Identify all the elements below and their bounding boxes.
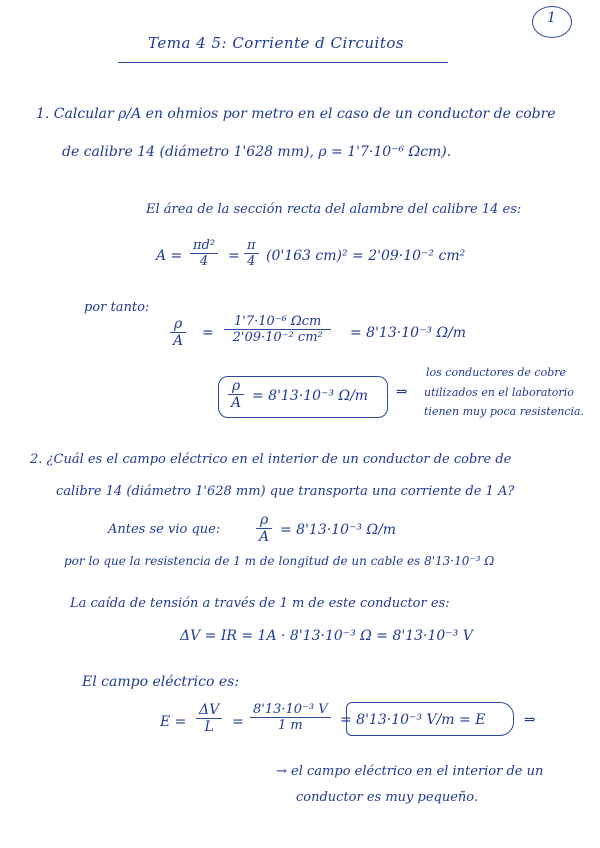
antes-fraction — [256, 512, 272, 545]
area-frac1-den: 4 — [199, 254, 209, 269]
boxed-den: A — [231, 395, 242, 411]
area-fraction-2 — [244, 238, 259, 269]
result-arrow: ⇒ — [396, 384, 408, 400]
conclusion-line1: → el campo eléctrico en el interior de un — [276, 764, 544, 779]
area-eq2: = — [228, 248, 240, 264]
problem1-statement-line2: de calibre 14 (diámetro 1'628 mm), ρ = 1'7·10⁻⁶ Ωcm). — [62, 144, 452, 160]
antes-prefix: Antes se vio que: — [108, 522, 221, 537]
value-num: 1'7·10⁻⁶ Ωcm — [224, 314, 331, 330]
antes-den: A — [259, 529, 270, 545]
page-title: Tema 4 5: Corriente d Circuitos — [148, 34, 405, 52]
area-frac1-num: πd² — [190, 238, 218, 254]
resist-line: por lo que la resistencia de 1 m de longitud de un cable es 8'13·10⁻³ Ω — [64, 554, 495, 568]
area-rest: (0'163 cm)² = 2'09·10⁻² cm² — [266, 248, 466, 264]
e-val-den: 1 m — [277, 718, 303, 733]
note-line1: los conductores de cobre — [426, 366, 567, 379]
antes-num: ρ — [256, 512, 272, 529]
antes-value: = 8'13·10⁻³ Ω/m — [280, 522, 397, 538]
conclusion-line2: conductor es muy pequeño. — [296, 790, 479, 805]
page-number: 1 — [547, 10, 556, 26]
rho-den: A — [173, 333, 184, 349]
rho-over-a-fraction — [170, 316, 186, 349]
e-lhs: E = — [160, 714, 187, 730]
area-lhs: A = — [156, 248, 183, 264]
rho-eq: = — [202, 325, 214, 341]
boxed-value: = 8'13·10⁻³ Ω/m — [252, 388, 369, 404]
rho-num: ρ — [170, 316, 186, 333]
note-line3: tienen muy poca resistencia. — [424, 405, 585, 418]
e-arrow: ⇒ — [524, 712, 536, 728]
e-num: ΔV — [196, 702, 222, 719]
title-underline — [118, 62, 448, 63]
value-den: 2'09·10⁻² cm² — [232, 330, 323, 345]
caida-line: La caída de tensión a través de 1 m de este conductor es: — [70, 596, 450, 611]
note-line2: utilizados en el laboratorio — [424, 386, 574, 399]
rho-result: = 8'13·10⁻³ Ω/m — [350, 325, 467, 341]
por-tanto: por tanto: — [84, 300, 150, 315]
boxed-fraction — [228, 378, 244, 411]
boxed-num: ρ — [228, 378, 244, 395]
caida-equation: ΔV = IR = 1A · 8'13·10⁻³ Ω = 8'13·10⁻³ V — [180, 628, 473, 644]
e-val-num: 8'13·10⁻³ V — [250, 702, 331, 718]
e-value-fraction — [250, 702, 331, 733]
area-frac2-den: 4 — [247, 254, 256, 269]
e-result: = 8'13·10⁻³ V/m = E — [340, 712, 486, 728]
e-fraction — [196, 702, 222, 735]
e-den: L — [204, 719, 214, 735]
area-intro: El área de la sección recta del alambre del calibre 14 es: — [146, 202, 522, 217]
problem1-statement-line1: 1. Calcular ρ/A en ohmios por metro en el caso de un conductor de cobre — [36, 106, 556, 122]
value-fraction — [224, 314, 331, 345]
problem2-statement-line1: 2. ¿Cuál es el campo eléctrico en el interior de un conductor de cobre de — [30, 452, 512, 467]
area-fraction-1 — [190, 238, 218, 269]
problem2-statement-line2: calibre 14 (diámetro 1'628 mm) que transporta una corriente de 1 A? — [56, 484, 515, 499]
campo-intro: El campo eléctrico es: — [82, 674, 240, 690]
e-eq: = — [232, 714, 244, 730]
area-frac2-num: π — [244, 238, 259, 254]
